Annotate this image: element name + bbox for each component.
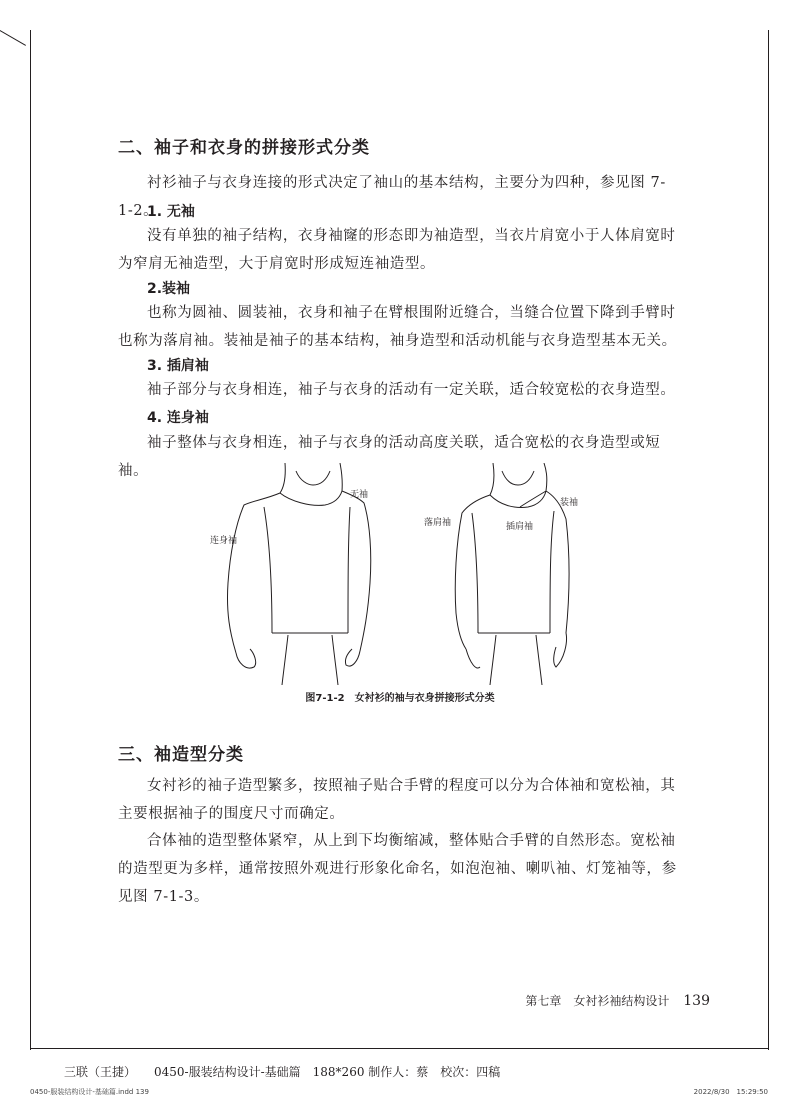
section3-paragraph-1: 女衬衫的袖子造型繁多，按照袖子贴合手臂的程度可以分为合体袖和宽松袖，其主要根据袖子的围度尺寸而确定。 [118, 778, 676, 822]
section3-paragraph-2: 合体袖的造型整体紧窄，从上到下均衡缩减，整体贴合手臂的自然形态。宽松袖的造型更为多样，通常按照外观进行形象化命名，如泡泡袖、喇叭袖、灯笼袖等，参见图 7-1-3。 [118, 833, 677, 905]
print-timestamp: 2022/8/30 15:29:50 [693, 1088, 768, 1096]
section-heading-2: 二、袖子和衣身的拼接形式分类 [118, 138, 370, 158]
sleeve-figure [200, 463, 600, 685]
left-margin-line [30, 30, 31, 1050]
item-text-4: 袖子整体与衣身相连，袖子与衣身的活动高度关联，适合宽松的衣身造型或短袖。 [118, 435, 661, 479]
figure-caption: 图7-1-2 女衬衫的袖与衣身拼接形式分类 [305, 693, 495, 704]
item-text-2: 也称为圆袖、圆装袖，衣身和袖子在臂根围附近缝合，当缝合位置下降到手臂时也称为落肩袖。装袖是袖子的基本结构，袖身造型和活动机能与衣身造型基本无关。 [118, 305, 677, 349]
file-name: 0450-服装结构设计-基础篇.indd 139 [30, 1088, 149, 1096]
section2-intro: 衬衫袖子与衣身连接的形式决定了袖山的基本结构，主要分为四种，参见图 7-1-2。 [118, 175, 666, 219]
chapter-title: 第七章 女衬衫袖结构设计 [525, 994, 670, 1008]
label-wuxiu: 无袖 [350, 490, 369, 500]
label-luojian: 落肩袖 [424, 518, 452, 528]
right-garment-drawing [455, 463, 569, 685]
label-zhuangxiu: 装袖 [560, 498, 579, 508]
running-head [525, 992, 710, 1009]
item-text-3: 袖子部分与衣身相连，袖子与衣身的活动有一定关联，适合较宽松的衣身造型。 [147, 382, 676, 398]
right-margin-line [768, 30, 769, 1050]
bottom-margin-line [30, 1048, 768, 1049]
item-heading-3: 3. 插肩袖 [147, 358, 209, 374]
item-text-1: 没有单独的袖子结构，衣身袖窿的形态即为袖造型，当衣片肩宽小于人体肩宽时为窄肩无袖造型，大于肩宽时形成短连袖造型。 [118, 228, 676, 272]
label-chajian: 插肩袖 [506, 522, 534, 532]
print-slug: 三联（王捷） 0450-服装结构设计-基础篇 188*260 制作人：蔡 校次：四稿 [64, 1065, 501, 1079]
page-number: 139 [683, 993, 710, 1009]
item-heading-4: 4. 连身袖 [147, 410, 209, 426]
section-heading-3: 三、袖造型分类 [118, 745, 244, 765]
item-heading-2: 2.装袖 [147, 281, 191, 297]
label-lianshen: 连身袖 [210, 536, 238, 546]
item-heading-1: 1. 无袖 [147, 204, 195, 220]
corner-mark [0, 30, 26, 46]
